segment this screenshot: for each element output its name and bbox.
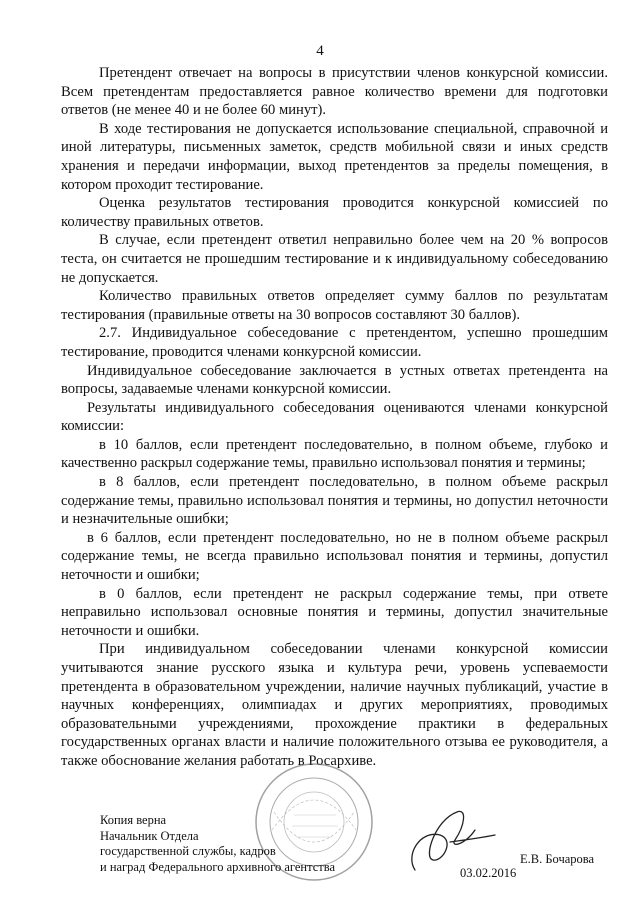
paragraph: В ходе тестирования не допускается использование специальной, справочной и иной литературы, письменных заметок, средств мобильной связи и иных средств хранения и передачи информации, выход претендентов за пределы помещения, в котором проходит тестирование. (61, 120, 608, 193)
paragraph: в 8 баллов, если претендент последовательно, в полном объеме раскрыл содержание темы, правильно использовал понятия и термины, но допустил неточности и незначительные ошибки; (61, 474, 608, 528)
paragraph: Количество правильных ответов определяет сумму баллов по результатам тестирования (правильные ответы на 30 вопросов составляют 30 баллов). (61, 288, 608, 323)
paragraph: Претендент отвечает на вопросы в присутствии членов конкурсной комиссии. Всем претендентам предоставляется равное количество времени для подготовки ответов (не менее 40 и не более 60 минут). (61, 65, 608, 119)
paragraph: в 10 баллов, если претендент последовательно, в полном объеме, глубоко и качественно раскрыл содержание темы, правильно использовал понятия и термины; (61, 436, 608, 472)
copy-certified-label: Копия верна (100, 813, 167, 827)
page-number: 4 (316, 43, 324, 59)
paragraph: Результаты индивидуального собеседования оцениваются членами конкурсной комиссии: (61, 399, 608, 435)
certification-block (100, 813, 335, 875)
paragraph: в 6 баллов, если претендент последовательно, но не в полном объеме раскрыл содержание темы, не всегда правильно использовал понятия и термины, допустил неточности и ошибки; (61, 529, 608, 584)
paragraph: Оценка результатов тестирования проводится конкурсной комиссией по количеству правильных ответов. (61, 195, 608, 230)
paragraph: 2.7. Индивидуальное собеседование с претендентом, успешно прошедшим тестирование, проводится членами конкурсной комиссии. (61, 325, 608, 360)
document-body (61, 64, 608, 771)
certification-date: 03.02.2016 (460, 866, 517, 880)
paragraph: В случае, если претендент ответил неправильно более чем на 20 % вопросов теста, он считается не прошедшим тестирование и к индивидуальному собеседованию не допускается. (61, 232, 608, 286)
paragraph: При индивидуальном собеседовании членами конкурсной комиссии учитываются знание русского языка и культура речи, уровень успеваемости претендента в образовательном учреждении, наличие научных публикаций, участие в научных конференциях, олимпиадах и других мероприятиях, проводимых образовательными учреждениями, прохождение практики в федеральных государственных органах власти и наличие положительного отзыва ее руководителя, а также обоснование желания работать в Росархиве. (61, 641, 608, 769)
paragraph: Индивидуальное собеседование заключается в устных ответах претендента на вопросы, задаваемые членами конкурсной комиссии. (61, 362, 608, 398)
paragraph: в 0 баллов, если претендент не раскрыл содержание темы, при ответе неправильно использовал основные понятия и термины, допустил значительные неточности и ошибки. (61, 585, 608, 639)
position-line: и наград Федерального архивного агентства (100, 859, 336, 874)
position-line: государственной службы, кадров (100, 844, 276, 859)
position-line: Начальник Отдела (100, 828, 199, 843)
signatory-name: Е.В. Бочарова (520, 852, 595, 866)
